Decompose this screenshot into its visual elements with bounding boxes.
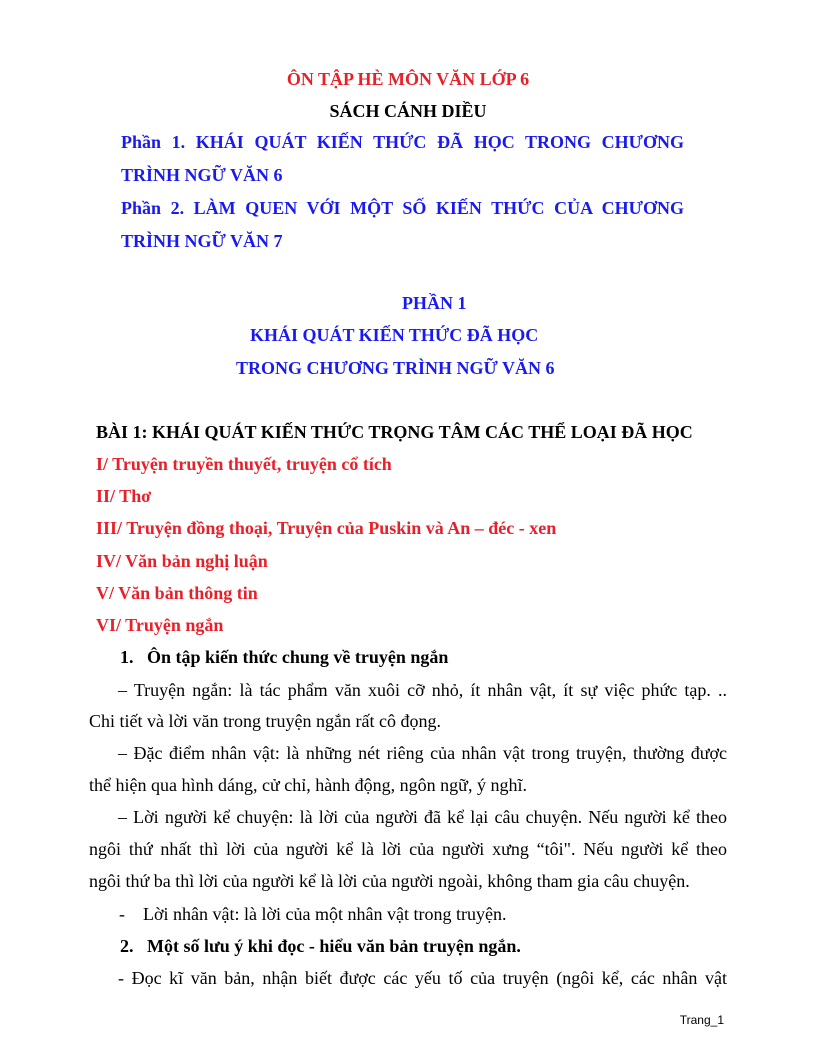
paragraph-line: ngôi thứ ba thì lời của người kể là lời của người ngoài, không tham gia câu chuyện.	[89, 871, 690, 891]
part2-line2: TRÌNH NGỮ VĂN 7	[121, 231, 283, 251]
paragraph-line: - Đọc kĩ văn bản, nhận biết được các yếu tố của truyện (ngôi kể, các nhân vật	[118, 968, 727, 988]
paragraph-line: – Truyện ngắn: là tác phẩm văn xuôi cỡ nhỏ, ít nhân vật, ít sự việc phức tạp. ..	[118, 680, 727, 700]
paragraph-line: - Lời nhân vật: là lời của một nhân vật trong truyện.	[119, 904, 507, 924]
part1-line2: TRÌNH NGỮ VĂN 6	[121, 165, 283, 185]
paragraph-line: thể hiện qua hình dáng, cử chỉ, hành động, ngôn ngữ, ý nghĩ.	[89, 775, 527, 795]
subheading-1: 1. Ôn tập kiến thức chung về truyện ngắn	[120, 647, 449, 667]
lesson-item: II/ Thơ	[96, 486, 152, 506]
lesson-item: III/ Truyện đồng thoại, Truyện của Puskin và An – đéc - xen	[96, 518, 557, 538]
section-heading-3: TRONG CHƯƠNG TRÌNH NGỮ VĂN 6	[236, 358, 555, 378]
section-heading-2: KHÁI QUÁT KIẾN THỨC ĐÃ HỌC	[250, 325, 539, 345]
part2-line1: Phần 2. LÀM QUEN VỚI MỘT SỐ KIẾN THỨC CỦA CHƯƠNG	[121, 198, 684, 218]
page-number: Trang_1	[679, 1013, 724, 1027]
lesson-item: VI/ Truyện ngắn	[96, 615, 224, 635]
lesson-title: BÀI 1: KHÁI QUÁT KIẾN THỨC TRỌNG TÂM CÁC THỂ LOẠI ĐÃ HỌC	[96, 422, 693, 442]
lesson-item: IV/ Văn bản nghị luận	[96, 551, 268, 571]
paragraph-line: Chi tiết và lời văn trong truyện ngắn rất cô đọng.	[89, 711, 441, 731]
lesson-item: V/ Văn bản thông tin	[96, 583, 258, 603]
lesson-item: I/ Truyện truyền thuyết, truyện cổ tích	[96, 454, 392, 474]
paragraph-line: ngôi thứ nhất thì lời của người kể là lời của người xưng “tôi". Nếu người kể theo	[89, 839, 727, 859]
paragraph-line: – Đặc điểm nhân vật: là những nét riêng của nhân vật trong truyện, thường được	[118, 743, 727, 763]
paragraph-line: – Lời người kể chuyện: là lời của người đã kể lại câu chuyện. Nếu người kể theo	[118, 807, 727, 827]
doc-subtitle: SÁCH CÁNH DIỀU	[329, 101, 487, 121]
section-heading-1: PHẦN 1	[402, 293, 467, 313]
subheading-2: 2. Một số lưu ý khi đọc - hiểu văn bản truyện ngắn.	[120, 936, 521, 956]
part1-line1: Phần 1. KHÁI QUÁT KIẾN THỨC ĐÃ HỌC TRONG CHƯƠNG	[121, 132, 684, 152]
doc-title: ÔN TẬP HÈ MÔN VĂN LỚP 6	[286, 69, 530, 89]
